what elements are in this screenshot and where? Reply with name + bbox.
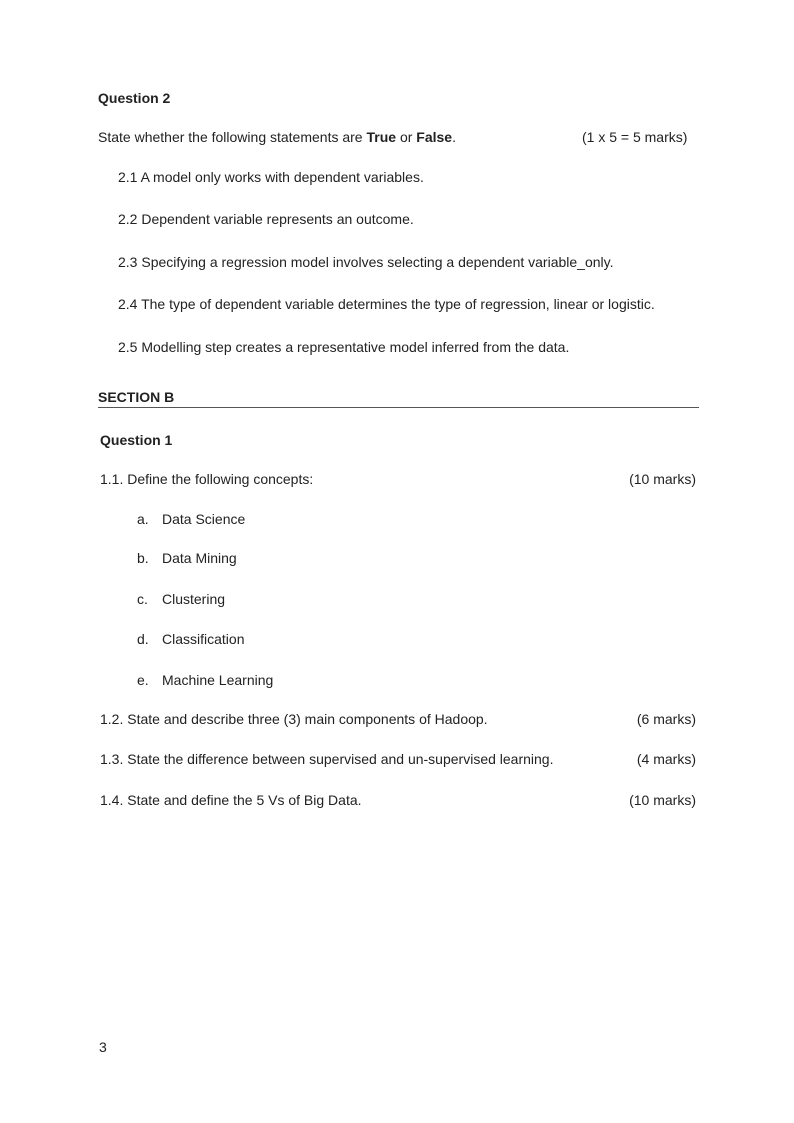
question-1-4-text: 1.4. State and define the 5 Vs of Big Data. [100,792,362,808]
question-1-2-marks: (6 marks) [636,711,696,727]
statement-2-1: 2.1 A model only works with dependent variables. [118,169,424,185]
concept-c-text: Clustering [162,591,226,607]
statement-2-3: 2.3 Specifying a regression model involves selecting a dependent variable_only. [118,254,614,270]
section-b-divider [98,407,699,408]
question-1-1-text: 1.1. Define the following concepts: [100,471,314,487]
question-1-3-marks: (4 marks) [636,751,696,767]
instruction-prefix: State whether the following statements are [98,129,367,145]
question-1-title: Question 1 [100,432,173,448]
question-2-title: Question 2 [98,90,171,106]
question-2-instruction [98,129,456,145]
statement-2-5: 2.5 Modelling step creates a representative model inferred from the data. [118,339,570,355]
concept-a-letter: a. [137,511,149,527]
question-1-3-text: 1.3. State the difference between supervised and un-supervised learning. [100,751,554,767]
concept-c-letter: c. [137,591,148,607]
concept-d-letter: d. [137,631,149,647]
page-number: 3 [99,1039,107,1055]
concept-e-text: Machine Learning [162,672,274,688]
question-1-4-marks: (10 marks) [629,792,696,808]
instruction-true: True [366,129,397,145]
instruction-suffix: . [452,129,456,145]
instruction-or: or [396,129,417,145]
concept-a-text: Data Science [162,511,246,527]
concept-d-text: Classification [162,631,245,647]
section-b-title: SECTION B [98,389,175,405]
instruction-false: False [416,129,453,145]
concept-e-letter: e. [137,672,149,688]
statement-2-4: 2.4 The type of dependent variable determines the type of regression, linear or logistic. [118,296,655,312]
concept-b-text: Data Mining [162,550,237,566]
concept-b-letter: b. [137,550,149,566]
statement-2-2: 2.2 Dependent variable represents an outcome. [118,211,414,227]
question-1-2-text: 1.2. State and describe three (3) main components of Hadoop. [100,711,488,727]
question-1-1-marks: (10 marks) [629,471,696,487]
question-2-marks: (1 x 5 = 5 marks) [582,129,688,145]
